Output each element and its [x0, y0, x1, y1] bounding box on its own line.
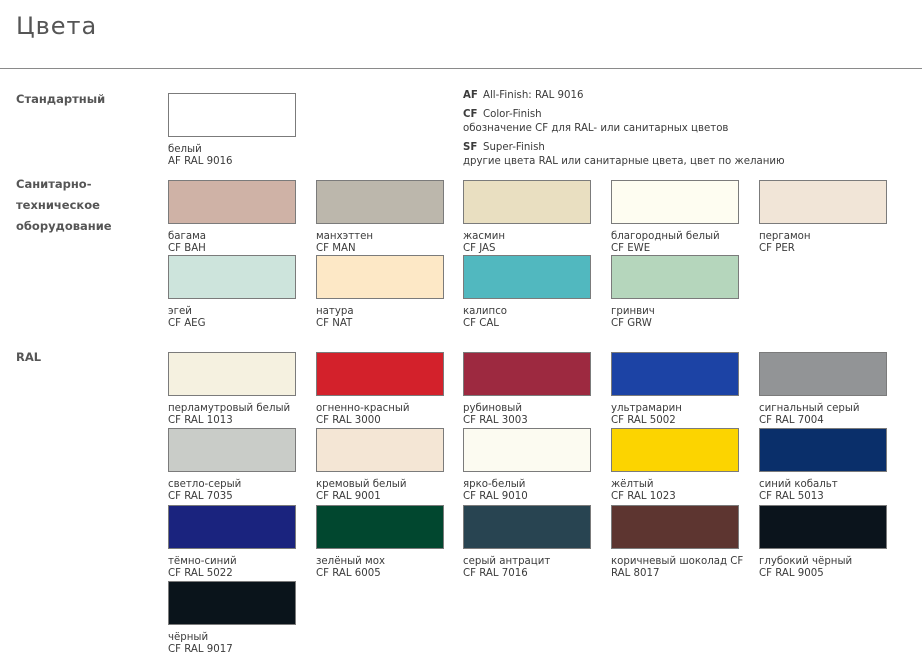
- swatch-name: глубокий чёрный: [759, 556, 853, 567]
- swatch-code: CF RAL 5013: [759, 490, 824, 502]
- swatch-name: перламутровый белый: [168, 403, 291, 414]
- color-swatch: [168, 581, 296, 625]
- legend-sf: [463, 141, 913, 155]
- swatch-code: CF NAT: [316, 317, 353, 329]
- swatch-name: синий кобальт: [759, 479, 838, 490]
- color-swatch: [611, 255, 739, 299]
- color-swatch: [463, 180, 591, 224]
- swatch-code: CF AEG: [168, 317, 206, 329]
- swatch-name: коричневый шоколад CF: [611, 556, 744, 567]
- section-label-sanitary: [16, 174, 156, 237]
- color-swatch: [168, 352, 296, 396]
- color-swatch: [759, 505, 887, 549]
- color-swatch: [168, 93, 296, 137]
- color-swatch-item: [168, 581, 303, 655]
- swatch-name: жасмин: [463, 231, 505, 242]
- color-swatch-item: [611, 255, 746, 329]
- color-swatch: [463, 255, 591, 299]
- swatch-name: багама: [168, 231, 207, 242]
- swatch-name: эгей: [168, 306, 192, 317]
- swatch-code: CF EWE: [611, 242, 651, 254]
- color-swatch: [611, 428, 739, 472]
- swatch-code: CF RAL 1013: [168, 414, 233, 426]
- color-swatch: [168, 180, 296, 224]
- color-swatch-item: [463, 505, 598, 579]
- color-swatch: [168, 505, 296, 549]
- title-divider: [0, 68, 922, 69]
- swatch-code: CF RAL 3000: [316, 414, 381, 426]
- swatch-code: CF GRW: [611, 317, 652, 329]
- swatch-name: жёлтый: [611, 479, 654, 490]
- swatch-code: CF RAL 6005: [316, 567, 381, 579]
- swatch-name: сигнальный серый: [759, 403, 860, 414]
- color-swatch: [463, 352, 591, 396]
- swatch-name: зелёный мох: [316, 556, 385, 567]
- color-swatch: [611, 505, 739, 549]
- color-swatch-item: [463, 255, 598, 329]
- swatch-name: огненно-красный: [316, 403, 410, 414]
- color-swatch-item: [168, 255, 303, 329]
- swatch-code: CF JAS: [463, 242, 496, 254]
- swatch-code: CF RAL 9001: [316, 490, 381, 502]
- swatch-name: манхэттен: [316, 231, 374, 242]
- color-swatch: [463, 505, 591, 549]
- swatch-code: CF RAL 9005: [759, 567, 824, 579]
- color-swatch: [316, 255, 444, 299]
- swatch-code: CF RAL 7016: [463, 567, 528, 579]
- color-swatch-item: [759, 428, 894, 502]
- legend-af: [463, 89, 913, 103]
- color-swatch-item: [463, 352, 598, 426]
- color-swatch-item: [316, 255, 451, 329]
- swatch-code: RAL 8017: [611, 567, 660, 579]
- color-swatch-item: [316, 352, 451, 426]
- legend-abbr: CF: [463, 109, 478, 120]
- swatch-code: CF RAL 7035: [168, 490, 233, 502]
- finish-legend: [463, 89, 913, 169]
- color-swatch: [168, 428, 296, 472]
- swatch-code: CF BAH: [168, 242, 206, 254]
- swatch-code: CF RAL 9010: [463, 490, 528, 502]
- color-swatch-item: [611, 505, 746, 579]
- swatch-name: тёмно-синий: [168, 556, 237, 567]
- color-swatch-item: [168, 352, 303, 426]
- color-swatch: [759, 428, 887, 472]
- swatch-name: рубиновый: [463, 403, 522, 414]
- color-swatch-item: [759, 505, 894, 579]
- swatch-name: светло-серый: [168, 479, 242, 490]
- swatch-name: белый: [168, 144, 202, 155]
- color-swatch-item: [611, 180, 746, 254]
- color-swatch-item: [168, 505, 303, 579]
- color-swatch-item: [316, 180, 451, 254]
- section-label-line: Санитарно-: [16, 177, 92, 191]
- swatch-name: кремовый белый: [316, 479, 407, 490]
- swatch-code: AF RAL 9016: [168, 155, 233, 167]
- swatch-name: натура: [316, 306, 354, 317]
- swatch-name: гринвич: [611, 306, 655, 317]
- color-swatch-item: [168, 180, 303, 254]
- page-title: Цвета: [16, 12, 98, 40]
- swatch-code: CF RAL 3003: [463, 414, 528, 426]
- color-swatch-item: [463, 180, 598, 254]
- swatch-code: CF RAL 1023: [611, 490, 676, 502]
- swatch-name: ультрамарин: [611, 403, 682, 414]
- color-swatch-item: [759, 352, 894, 426]
- color-swatch: [759, 352, 887, 396]
- swatch-code: CF MAN: [316, 242, 356, 254]
- color-swatch: [168, 255, 296, 299]
- swatch-code: CF PER: [759, 242, 795, 254]
- swatch-name: пергамон: [759, 231, 811, 242]
- color-swatch: [316, 428, 444, 472]
- swatch-code: CF CAL: [463, 317, 499, 329]
- color-swatch-item: [168, 93, 303, 167]
- swatch-code: CF RAL 9017: [168, 643, 233, 655]
- swatch-name: чёрный: [168, 632, 209, 643]
- color-swatch: [316, 180, 444, 224]
- legend-text: Color-Finish: [483, 109, 542, 120]
- swatch-code: CF RAL 5002: [611, 414, 676, 426]
- section-label-line: техническое: [16, 198, 100, 212]
- legend-cf: [463, 108, 913, 122]
- swatch-name: благородный белый: [611, 231, 720, 242]
- section-label-ral: RAL: [16, 350, 42, 364]
- color-swatch: [316, 352, 444, 396]
- swatch-name: калипсо: [463, 306, 508, 317]
- color-swatch: [759, 180, 887, 224]
- section-label-line: оборудование: [16, 219, 112, 233]
- section-label-standard: Стандартный: [16, 92, 106, 106]
- color-swatch: [463, 428, 591, 472]
- legend-text: All-Finish: RAL 9016: [483, 90, 584, 101]
- swatch-name: ярко-белый: [463, 479, 526, 490]
- swatch-name: серый антрацит: [463, 556, 551, 567]
- color-swatch-item: [168, 428, 303, 502]
- color-swatch: [611, 352, 739, 396]
- color-swatch-item: [463, 428, 598, 502]
- color-swatch: [316, 505, 444, 549]
- color-swatch-item: [611, 428, 746, 502]
- color-swatch-item: [759, 180, 894, 254]
- swatch-code: CF RAL 5022: [168, 567, 233, 579]
- legend-abbr: AF: [463, 90, 478, 101]
- color-swatch: [611, 180, 739, 224]
- color-swatch-item: [611, 352, 746, 426]
- swatch-code: CF RAL 7004: [759, 414, 824, 426]
- legend-desc: другие цвета RAL или санитарные цвета, цвет по желанию: [463, 156, 785, 167]
- color-swatch-item: [316, 428, 451, 502]
- legend-text: Super-Finish: [483, 142, 545, 153]
- legend-desc: обозначение CF для RAL- или санитарных цветов: [463, 123, 729, 134]
- legend-abbr: SF: [463, 142, 478, 153]
- color-swatch-item: [316, 505, 451, 579]
